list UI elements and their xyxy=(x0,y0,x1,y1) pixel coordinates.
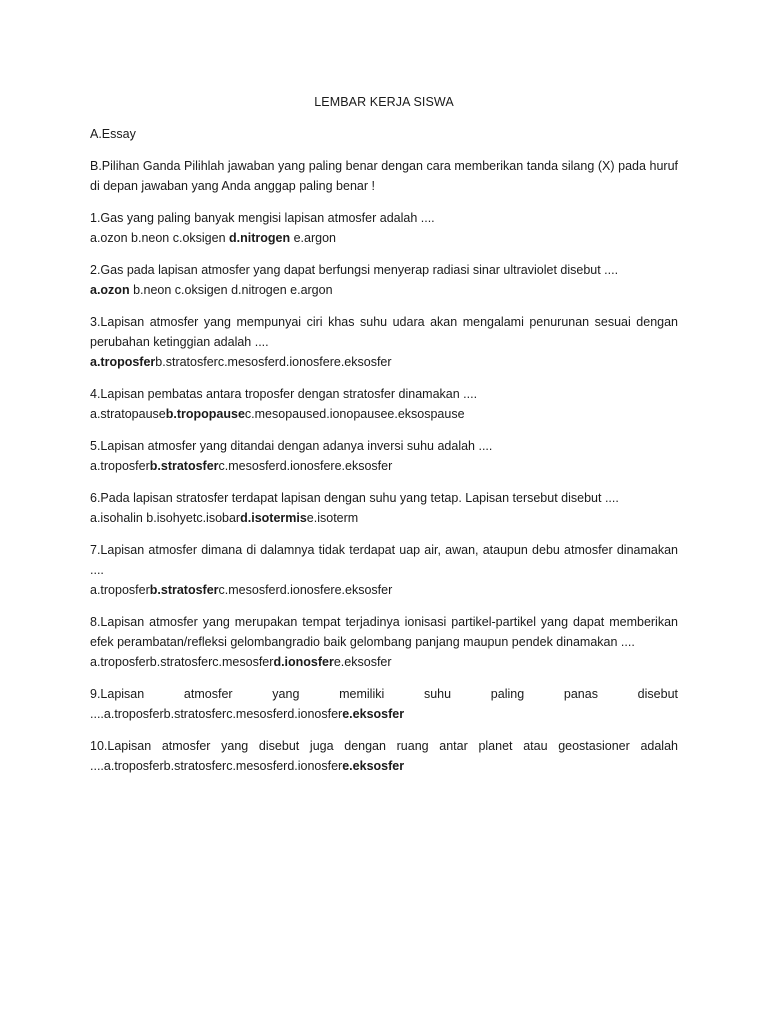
option-d-highlighted: d.ionosfer xyxy=(273,655,334,669)
worksheet-title: LEMBAR KERJA SISWA xyxy=(314,95,454,109)
option-b: b.neon xyxy=(129,283,175,297)
option-b: b.stratosfer xyxy=(155,355,218,369)
option-b-highlighted: b.stratosfer xyxy=(149,459,219,473)
option-e: e.isoterm xyxy=(306,511,359,525)
option-a: a.troposfer xyxy=(90,583,150,597)
option-b-highlighted: b.tropopause xyxy=(165,407,245,421)
option-d: d.ionosfer xyxy=(287,759,343,773)
option-a: a.isohalin xyxy=(90,511,147,525)
option-c: c.oksigen xyxy=(172,231,230,245)
question-text: 6.Pada lapisan stratosfer terdapat lapisan dengan suhu yang tetap. Lapisan tersebut disebut .... xyxy=(90,491,619,505)
option-c: c.mesosfer xyxy=(226,759,288,773)
answer-options xyxy=(90,704,678,724)
answer-options xyxy=(90,652,678,672)
option-b: b.stratosfer xyxy=(163,759,227,773)
option-e: e.eksosfer xyxy=(334,459,393,473)
question-text: 4.Lapisan pembatas antara troposfer dengan stratosfer dinamakan .... xyxy=(90,387,478,401)
option-c: c.oksigen xyxy=(174,283,232,297)
option-a: a.troposfer xyxy=(90,459,150,473)
option-c: c.mesosfer xyxy=(226,707,288,721)
option-d: d.ionosfer xyxy=(279,583,335,597)
question-text: 1.Gas yang paling banyak mengisi lapisan atmosfer adalah .... xyxy=(90,211,435,225)
answer-options xyxy=(90,280,678,300)
option-a: a.stratopause xyxy=(90,407,166,421)
option-c: c.mesosfer xyxy=(217,355,279,369)
option-e: e.eksosfer xyxy=(334,583,393,597)
option-d: d.ionosfer xyxy=(278,355,334,369)
section-b-instructions xyxy=(90,156,678,196)
option-d: d.ionosfer xyxy=(287,707,343,721)
option-e: e.argon xyxy=(290,283,333,297)
option-b-highlighted: b.stratosfer xyxy=(149,583,219,597)
answer-options xyxy=(90,580,678,600)
option-e: e.eksosfer xyxy=(333,355,392,369)
answer-options xyxy=(90,228,678,248)
option-e-highlighted: e.eksosfer xyxy=(342,707,405,721)
question-text: 5.Lapisan atmosfer yang ditandai dengan adanya inversi suhu adalah .... xyxy=(90,439,493,453)
question-6 xyxy=(90,488,678,528)
question-text: 3.Lapisan atmosfer yang mempunyai ciri khas suhu udara akan mengalami penurunan sesuai dengan perubahan ketinggian adalah .... xyxy=(90,315,678,349)
option-e: e.eksosfer xyxy=(333,655,392,669)
answer-options xyxy=(90,756,678,776)
option-c: c.mesopause xyxy=(244,407,320,421)
option-a: a.ozon xyxy=(90,231,132,245)
question-text: 8.Lapisan atmosfer yang merupakan tempat terjadinya ionisasi partikel-partikel yang dapat memberikan efek perambatan/refleksi gelombangradio baik gelombang panjang maupun pendek dinamakan .... xyxy=(90,615,678,649)
option-c: c.mesosfer xyxy=(218,459,280,473)
option-d-highlighted: d.nitrogen xyxy=(229,231,291,245)
question-text: 10.Lapisan atmosfer yang disebut juga dengan ruang antar planet atau geostasioner adalah xyxy=(90,739,678,753)
question-10 xyxy=(90,736,678,776)
question-7 xyxy=(90,540,678,600)
section-a-label: A.Essay xyxy=(90,127,136,141)
option-d: d.nitrogen xyxy=(231,283,291,297)
answer-options xyxy=(90,508,678,528)
question-8 xyxy=(90,612,678,672)
question-text: 2.Gas pada lapisan atmosfer yang dapat berfungsi menyerap radiasi sinar ultraviolet disebut .... xyxy=(90,263,619,277)
option-b: b.isohyet xyxy=(146,511,197,525)
question-4 xyxy=(90,384,678,424)
option-d: d.ionopause xyxy=(319,407,388,421)
option-b: b.stratosfer xyxy=(149,655,213,669)
option-e: e.eksospause xyxy=(387,407,465,421)
option-c: c.mesosfer xyxy=(218,583,280,597)
question-5 xyxy=(90,436,678,476)
option-a: ....a.troposfer xyxy=(90,707,164,721)
option-d-highlighted: d.isotermis xyxy=(240,511,307,525)
option-e: e.argon xyxy=(290,231,336,245)
option-a: a.troposfer xyxy=(90,655,150,669)
answer-options xyxy=(90,456,678,476)
option-d: d.ionosfer xyxy=(279,459,335,473)
option-b: b.neon xyxy=(131,231,173,245)
answer-options xyxy=(90,404,678,424)
option-e-highlighted: e.eksosfer xyxy=(342,759,405,773)
question-2 xyxy=(90,260,678,300)
question-9 xyxy=(90,684,678,724)
option-a-highlighted: a.ozon xyxy=(90,283,130,297)
option-a-highlighted: a.troposfer xyxy=(90,355,156,369)
worksheet-content xyxy=(90,92,678,788)
question-1 xyxy=(90,208,678,248)
section-a-heading xyxy=(90,124,678,144)
question-text: 9.Lapisan atmosfer yang memiliki suhu paling panas disebut xyxy=(90,687,678,701)
question-text: 7.Lapisan atmosfer dimana di dalamnya tidak terdapat uap air, awan, ataupun debu atmosfer dinamakan .... xyxy=(90,543,678,577)
option-a: ....a.troposfer xyxy=(90,759,164,773)
section-b-text: B.Pilihan Ganda Pilihlah jawaban yang paling benar dengan cara memberikan tanda silang (X) pada huruf di depan jawaban yang Anda anggap paling benar ! xyxy=(90,159,678,193)
question-3 xyxy=(90,312,678,372)
option-c: c.isobar xyxy=(196,511,241,525)
option-b: b.stratosfer xyxy=(163,707,227,721)
option-c: c.mesosfer xyxy=(212,655,274,669)
answer-options xyxy=(90,352,678,372)
